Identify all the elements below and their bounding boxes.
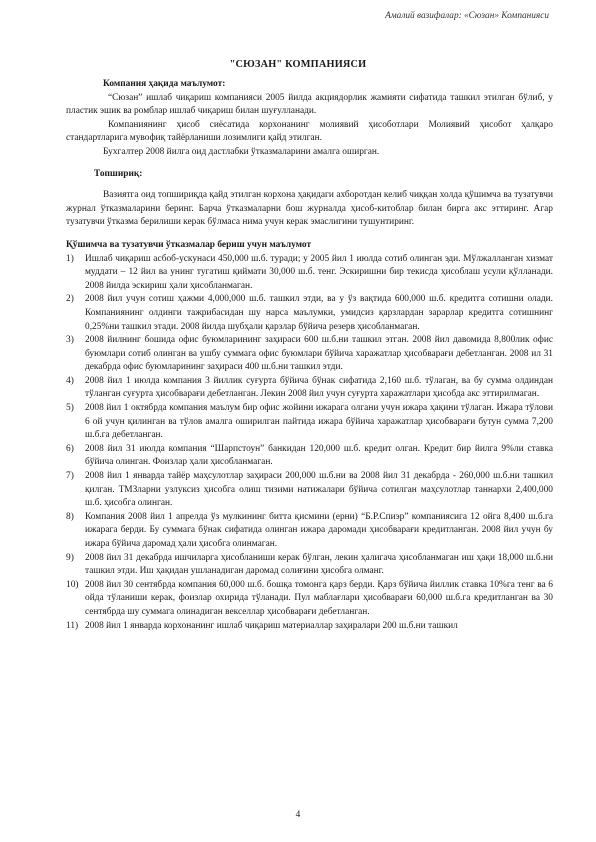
item-number: 1) — [66, 253, 74, 264]
about-paragraph-3: Бухгалтер 2008 йилга оид дастлабки ўтказмаларини амалга оширган. — [103, 146, 380, 157]
list-item — [66, 511, 553, 552]
item-text: 2008 йил 30 сентябрда компания 60,000 ш.б. бошқа томонга қарз берди. Қарз бўйича йиллик ставка 10%га тенг ва 6 ойда тўланиши керак, фоизлар охирида тўланади. Пул маблағлари ҳисобварағи 60,000 ш.б.га кредитланган ва 30 сентябрда шу суммага олинадиган векселлар ҳисобварағи дебетланган. — [85, 579, 553, 617]
item-number: 9) — [66, 552, 74, 563]
item-text: 2008 йил учун сотиш ҳажми 4,000,000 ш.б. ташкил этди, ва у ўз вақтида 600,000 ш.б. кредитга сотишни олади. Компаниянинг олдинги тажрибасидан шу нарса маълумки, умидсиз қарзлардан зарарлар кредитга сотишнинг 0,25%ни ташкил этади. 2008 йилда шубҳали қарзлар бўйича резерв ҳисобланмаган. — [85, 294, 553, 332]
item-text: Компания 2008 йил 1 апрелда ўз мулкининг битта қисмини (ерни) “Б.Р.Спиэр” компаниясига 12 ойга 8,400 ш.б.га ижарага берди. Бу суммага бўнак сифатида олинган ижара даромади ҳисобварағи кредитланган. 2008 йил учун бу ижара бўйича даромад ҳали ҳисобга олинмаган. — [85, 511, 553, 549]
item-text: Ишлаб чиқариш асбоб-ускунаси 450,000 ш.б. туради; у 2005 йил 1 июлда сотиб олинган эди. Мўлжалланган хизмат муддати – 12 йил ва унинг тугатиш қиймати 30,000 ш.б. тенг. Эскиришни бир текисда ҳисоблаш усули қўлланади. 2008 йилда эскириш ҳали ҳисобланмаган. — [85, 253, 553, 291]
list-item — [66, 470, 553, 511]
item-number: 4) — [66, 375, 74, 386]
about-paragraph-2: Компаниянинг ҳисоб сиёсатида корхонанинг молиявий ҳисоботлари Молиявий ҳисобот ҳалқаро стандартларига мувофиқ тайёрланиши лозимлиги қайд этилган. — [66, 119, 553, 144]
item-number: 6) — [66, 443, 74, 454]
item-number: 2) — [66, 294, 74, 305]
running-header: Амалий вазифалар: «Сюзан» Компанияси — [385, 11, 549, 21]
item-number: 11) — [66, 620, 79, 631]
list-item — [66, 579, 553, 620]
item-text: 2008 йил 31 декабрда ишчиларга ҳисобланиши керак бўлган, лекин ҳалигача ҳисобланмаган иш ҳақи 18,000 ш.б.ни ташкил этди. Иш ҳақидан ушланадиган даромад солиғини ҳисобга олманг. — [85, 552, 553, 577]
document-body — [66, 78, 553, 633]
item-text: 2008 йил 1 январда корхонанинг ишлаб чиқариш материаллар заҳиралари 200 ш.б.ни ташкил — [85, 620, 458, 631]
item-text: 2008 йил 1 октябрда компания маълум бир офис жойини ижарага олгани учун ижара ҳақини тўлаган. Ижара тўлови 6 ой учун қилинган ва тўлов амалга оширилган пайтида ижара бўйича харажатлар ҳисобварағи бутун сумма 7,200 ш.б.га дебетланган. — [85, 403, 553, 441]
item-text: 2008 йилнинг бошида офис буюмларининг заҳираси 600 ш.б.ни ташкил этган. 2008 йил давомида 8,800лик офис буюмлари сотиб олинган ва ушбу суммага офис буюмлари бўйича харажатлар ҳисобварағи дебетланган. 2008 ил 31 декабрда офис буюмларининг заҳираси 400 ш.б.ни ташкил этди. — [85, 335, 553, 373]
item-text: 2008 йил 1 июлда компания 3 йиллик суғурта бўйича бўнак сифатида 2,160 ш.б. тўлаган, ва бу сумма олдиндан тўланган суғурта ҳисобварағи дебетланган. Лекин 2008 йил учун суғурта харажатлари ҳисобда акс эттирилмаган. — [85, 375, 553, 400]
list-item — [66, 253, 553, 294]
task-paragraph: Вазиятга оид топшириқда қайд этилган корхона ҳақидаги ахборотдан келиб чиққан холда қўшимча ва тузатувчи журнал ўтказмаларини беринг. Барча ўтказмаларни бош журналда ҳисоб-китоблар билан бирга акс эттиринг. Агар тузатувчи ўтказма берилиши керак бўлмаса нима учун керак эмаслигини тушунтиринг. — [66, 190, 553, 228]
page-number: 4 — [295, 810, 301, 820]
section-heading: Қўшимча ва тузатувчи ўтказмалар бериш учун маълумот — [66, 239, 312, 250]
item-text: 2008 йил 1 январда тайёр маҳсулотлар заҳираси 200,000 ш.б.ни ва 2008 йил 31 декабрда - 260,000 ш.б.ни ташкил қилган. ТМЗларни узлуксиз ҳисобга олиш тизими натижалари бўйича сотилган маҳсулотлар таннархи 2,400,000 ш.б. ҳисобга олинган. — [85, 471, 553, 509]
document-title: "СЮЗАН" КОМПАНИЯСИ — [229, 59, 367, 70]
list-item — [66, 402, 553, 443]
about-paragraph-1: “Сюзан” ишлаб чиқариш компанияси 2005 йилда акциядорлик жамияти сифатида ташкил этилган бўлиб, у пластик эшик ва ромблар ишлаб чиқариш билан шуғулланади. — [66, 92, 553, 117]
list-item — [66, 443, 553, 470]
list-item — [66, 293, 553, 334]
list-item — [66, 334, 553, 375]
item-number: 8) — [66, 511, 74, 522]
item-number: 7) — [66, 471, 74, 482]
list-item — [66, 375, 553, 402]
item-list — [66, 253, 553, 634]
list-item — [66, 552, 553, 579]
about-heading: Компания ҳақида маълумот: — [103, 79, 226, 89]
task-heading: Топшириқ: — [94, 168, 143, 179]
item-number: 10) — [66, 579, 79, 590]
item-number: 3) — [66, 335, 74, 346]
item-text: 2008 йил 31 июлда компания “Шарпстоун” банкидан 120,000 ш.б. кредит олган. Кредит бир йилга 9%ли ставка бўйича олинган. Фоизлар ҳали ҳисобланмаган. — [85, 443, 553, 468]
item-number: 5) — [66, 403, 74, 414]
list-item — [66, 620, 553, 634]
